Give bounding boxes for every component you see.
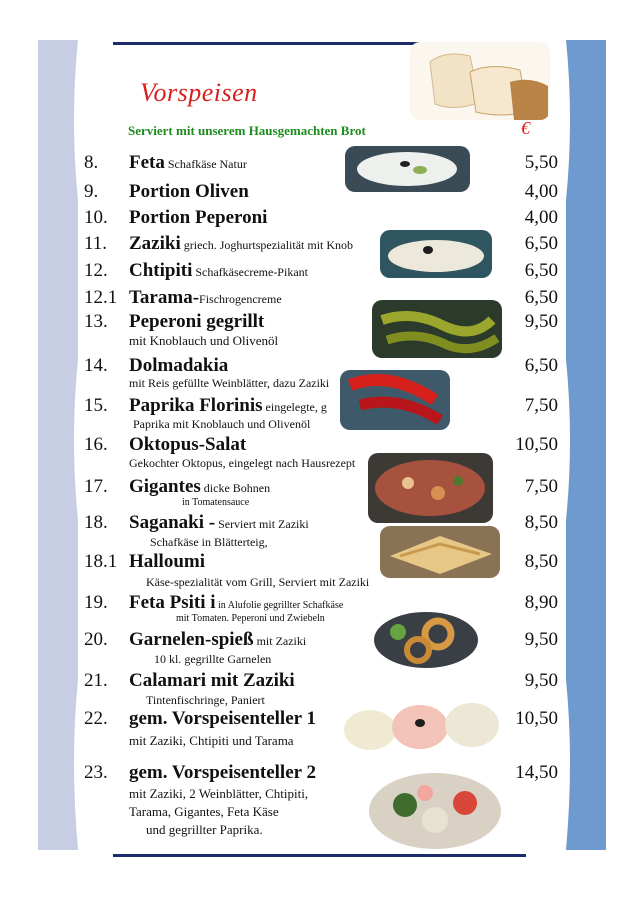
oktopus-gigantes-photo [368, 453, 493, 523]
item-number: 12.1 [84, 287, 118, 308]
item-name-text: Feta Psiti i [129, 592, 216, 613]
item-name-text: Garnelen-spieß [129, 629, 254, 650]
grilled-peppers-photo [372, 300, 502, 358]
vorspeisenteller-1-photo [340, 685, 505, 757]
item-name-text: Chtipiti [129, 260, 193, 281]
item-name [129, 629, 306, 651]
saganaki-photo [380, 526, 500, 578]
item-name-text: gem. Vorspeisenteller 1 [129, 708, 316, 729]
item-description: mit Knoblauch und Olivenöl [129, 333, 279, 348]
item-price: 14,50 [515, 762, 558, 783]
item-price: 5,50 [524, 152, 558, 173]
item-price: 4,00 [524, 181, 558, 202]
item-name-text: Peperoni gegrillt [129, 311, 265, 332]
item-description: Tintenfischringe, Paniert [146, 693, 265, 707]
item-name [129, 551, 205, 573]
item-name [129, 476, 270, 498]
item-inline-desc: Fischrogencreme [199, 292, 282, 306]
item-inline-desc: dicke Bohnen [200, 481, 271, 495]
item-name-text: Gigantes [129, 476, 201, 497]
item-name [129, 355, 228, 377]
item-price: 7,50 [524, 476, 558, 497]
item-price: 6,50 [524, 233, 558, 254]
item-number: 13. [84, 311, 108, 332]
vorspeisenteller-2-photo [365, 765, 505, 853]
item-name-text: Halloumi [129, 551, 206, 572]
item-name-text: Paprika Florinis [129, 395, 263, 416]
item-price: 6,50 [524, 260, 558, 281]
item-inline-desc: Serviert mit Zaziki [215, 517, 309, 531]
item-price: 4,00 [524, 207, 558, 228]
item-number: 21. [84, 670, 108, 691]
item-name-text: Saganaki - [129, 512, 216, 533]
bottom-rule [113, 854, 526, 857]
item-price: 6,50 [524, 287, 558, 308]
item-number: 17. [84, 476, 108, 497]
item-name [129, 592, 343, 614]
item-name-text: Zaziki [129, 233, 181, 254]
item-name [129, 512, 309, 534]
item-name [129, 181, 249, 203]
zaziki-dish-photo [380, 230, 492, 278]
item-inline-desc: eingelegte, g [262, 400, 327, 414]
section-subtitle: Serviert mit unserem Hausgemachten Brot [128, 123, 366, 138]
item-number: 8. [84, 152, 99, 173]
item-name [129, 311, 264, 333]
item-number: 18.1 [84, 551, 118, 572]
item-inline-desc: Schafkäse Natur [164, 157, 247, 171]
feta-dish-photo [345, 146, 470, 192]
item-number: 14. [84, 355, 108, 376]
item-price: 8,50 [524, 551, 558, 572]
item-description-line: mit Zaziki, 2 Weinblätter, Chtipiti, [129, 786, 309, 801]
item-name [129, 260, 308, 282]
item-number: 16. [84, 434, 108, 455]
item-description: in Tomatensauce [182, 497, 250, 508]
item-name-text: gem. Vorspeisenteller 2 [129, 762, 316, 783]
item-number: 12. [84, 260, 108, 281]
item-description: mit Tomaten. Peperoni und Zwiebeln [176, 613, 325, 624]
item-name [129, 287, 282, 309]
item-number: 23. [84, 762, 108, 783]
item-name [129, 152, 247, 174]
item-inline-desc: griech. Joghurtspezialität mit Knob [180, 238, 354, 252]
item-number: 20. [84, 629, 108, 650]
item-price: 6,50 [524, 355, 558, 376]
item-number: 15. [84, 395, 108, 416]
item-number: 11. [84, 233, 108, 254]
item-description-line: und gegrillter Paprika. [146, 822, 263, 837]
item-description: mit Reis gefüllte Weinblätter, dazu Zaziki [129, 376, 330, 390]
section-title: Vorspeisen [140, 78, 258, 107]
item-price: 10,50 [515, 434, 558, 455]
item-name-text: Portion Peperoni [129, 207, 268, 228]
item-number: 19. [84, 592, 108, 613]
calamari-photo [368, 600, 483, 672]
item-inline-desc: in Alufolie gegrillter Schafkäse [215, 600, 344, 611]
item-description: Schafkäse in Blätterteig, [150, 535, 268, 549]
item-name [129, 207, 267, 229]
item-price: 10,50 [515, 708, 558, 729]
item-name [129, 233, 353, 255]
item-number: 18. [84, 512, 108, 533]
item-name-text: Dolmadakia [129, 355, 229, 376]
item-name [129, 762, 316, 784]
item-inline-desc: Schafkäsecreme-Pikant [192, 265, 308, 279]
item-description: Paprika mit Knoblauch und Olivenöl [133, 417, 311, 431]
currency-symbol: € [521, 118, 530, 138]
item-name-text: Portion Oliven [129, 181, 249, 202]
item-description: Gekochter Oktopus, eingelegt nach Hausrezept [129, 456, 356, 470]
item-name-text: Feta [129, 152, 165, 173]
item-name [129, 670, 295, 692]
item-name [129, 434, 246, 456]
item-description: mit Zaziki, Chtipiti und Tarama [129, 733, 294, 748]
item-inline-desc: mit Zaziki [253, 634, 307, 648]
item-description-line: Tarama, Gigantes, Feta Käse [129, 804, 279, 819]
item-price: 9,50 [524, 629, 558, 650]
item-price: 8,50 [524, 512, 558, 533]
item-name [129, 708, 316, 730]
item-price: 9,50 [524, 311, 558, 332]
item-description: 10 kl. gegrillte Garnelen [154, 652, 272, 666]
item-number: 22. [84, 708, 108, 729]
item-number: 10. [84, 207, 108, 228]
item-price: 8,90 [524, 592, 558, 613]
item-name [129, 395, 327, 417]
paprika-photo [340, 370, 450, 430]
item-name-text: Calamari mit Zaziki [129, 670, 295, 691]
item-name-text: Oktopus-Salat [129, 434, 247, 455]
item-name-text: Tarama- [129, 287, 200, 308]
item-number: 9. [84, 181, 99, 202]
item-price: 9,50 [524, 670, 558, 691]
item-description: Käse-spezialität vom Grill, Serviert mit Zaziki [146, 575, 370, 589]
bread-photo [410, 42, 550, 120]
item-price: 7,50 [524, 395, 558, 416]
